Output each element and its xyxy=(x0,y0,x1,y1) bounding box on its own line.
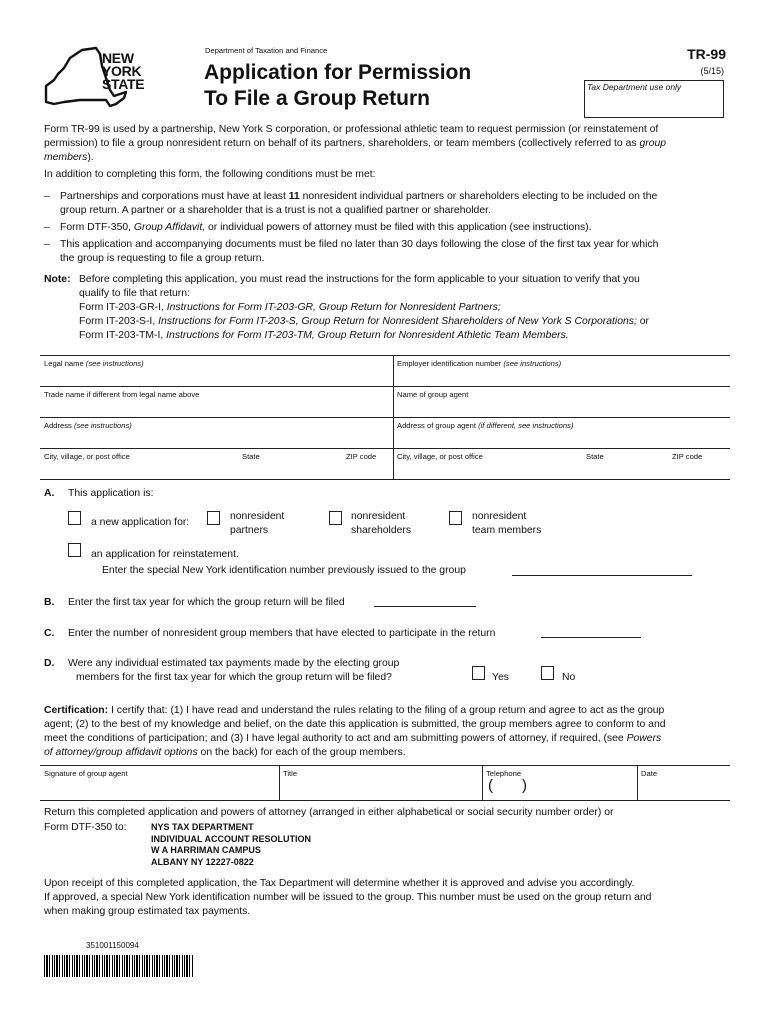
nys-logo xyxy=(40,44,150,110)
telephone-field[interactable]: Telephone ( ) xyxy=(486,769,527,794)
note-line2: qualify to file that return: xyxy=(79,288,190,299)
intro-p2: In addition to completing this form, the following conditions must be met: xyxy=(44,169,376,180)
first-tax-year-input[interactable] xyxy=(374,606,476,607)
legal-name-field[interactable]: Legal name (see instructions) xyxy=(44,359,144,368)
tax-dept-use-label: Tax Department use only xyxy=(587,82,682,92)
new-application-checkbox[interactable] xyxy=(68,511,81,525)
section-d-label: D. xyxy=(44,658,55,669)
reinstatement-label: an application for reinstatement. xyxy=(91,549,239,560)
form-id: TR-99 xyxy=(687,46,726,62)
agent-city-field[interactable]: City, village, or post office xyxy=(397,452,483,461)
ein-field[interactable]: Employer identification number (see instructions) xyxy=(397,359,562,368)
zip-field[interactable]: ZIP code xyxy=(346,452,377,461)
barcode-number: 351001150094 xyxy=(86,941,139,950)
intro-p1-line3: members). xyxy=(44,152,94,163)
section-b-text: Enter the first tax year for which the group return will be filed xyxy=(68,597,345,608)
certification-line2: agent; (2) to the best of my knowledge and belief, on the date this application is submitted, the group members agree to conform to and xyxy=(44,719,666,730)
shareholders-checkbox[interactable] xyxy=(329,511,342,525)
mailing-line2: Form DTF-350 to: xyxy=(44,822,127,833)
form-title-line1: Application for Permission xyxy=(204,61,472,84)
section-a-text: This application is: xyxy=(68,488,154,499)
note-line5: Form IT-203-TM-I, Instructions for Form IT-203-TM, Group Return for Nonresident Athletic Team Members. xyxy=(79,330,569,341)
logo-line2: YORK xyxy=(102,63,142,79)
date-field[interactable]: Date xyxy=(641,769,658,778)
mailing-address-3: W A HARRIMAN CAMPUS xyxy=(151,845,261,856)
certification-line4: of attorney/group affidavit options on the back) for each of the group members. xyxy=(44,747,406,758)
mailing-address-4: ALBANY NY 12227-0822 xyxy=(151,857,254,868)
intro-p1-line1: Form TR-99 is used by a partnership, New York S corporation, or professional athletic team to request permission (or reinstatement of xyxy=(44,124,659,135)
note-line3: Form IT-203-GR-I, Instructions for Form IT-203-GR, Group Return for Nonresident Partners; xyxy=(79,302,501,313)
agent-state-field[interactable]: State xyxy=(586,452,604,461)
note-line1: Before completing this application, you must read the instructions for the form applicable to your situation to verify that you xyxy=(79,274,640,285)
mailing-line1: Return this completed application and powers of attorney (arranged in either alphabetical or social security number order) or xyxy=(44,807,614,818)
section-c-text: Enter the number of nonresident group members that have elected to participate in the return xyxy=(68,628,496,639)
section-a-label: A. xyxy=(44,488,55,499)
note-line4: Form IT-203-S-I, Instructions for Form IT-203-S, Group Return for Nonresident Shareholders of New York S Corporations; or xyxy=(79,316,650,327)
certification-line1: Certification: I certify that: (1) I have read and understand the rules relating to the filing of a group return and agree to act as the group xyxy=(44,705,665,716)
yes-checkbox[interactable] xyxy=(472,666,485,680)
partners-label: nonresident partners xyxy=(230,511,285,536)
department-name: Department of Taxation and Finance xyxy=(205,46,328,55)
new-application-label: a new application for: xyxy=(91,517,190,528)
special-id-input[interactable] xyxy=(512,575,692,576)
no-label: No xyxy=(562,672,576,683)
closing-line1: Upon receipt of this completed application, the Tax Department will determine whether it is approved and advise you accordingly. xyxy=(44,878,635,889)
section-c-label: C. xyxy=(44,628,55,639)
intro-p1-line2: permission) to file a group nonresident return on behalf of its partners, shareholders, or team members (collectively referred to as group xyxy=(44,138,667,149)
closing-line2: If approved, a special New York identification number will be issued to the group. This number must be used on the group return and xyxy=(44,892,652,903)
closing-line3: when making group estimated tax payments. xyxy=(44,906,251,917)
state-field[interactable]: State xyxy=(242,452,260,461)
no-checkbox[interactable] xyxy=(541,666,554,680)
note-label: Note: xyxy=(44,274,71,285)
bullet-2: – Form DTF-350, Group Affidavit, or individual powers of attorney must be filed with this application (see instructions). xyxy=(44,222,592,233)
section-d-text: Were any individual estimated tax payments made by the electing group members for the first tax year for which the group return will be filed? xyxy=(68,658,400,683)
address-field[interactable]: Address (see instructions) xyxy=(44,421,132,430)
mailing-address-1: NYS TAX DEPARTMENT xyxy=(151,822,254,832)
mailing-address-2: INDIVIDUAL ACCOUNT RESOLUTION xyxy=(151,833,312,844)
certification-line3: meet the conditions of participation; and (3) I have legal authority to act and am submitting powers of attorney, if required, (see Powers xyxy=(44,733,662,744)
bullet-3: – This application and accompanying documents must be filed no later than 30 days following the close of the first tax year for which the group is requesting to file a group return. xyxy=(44,239,659,264)
form-revision: (5/15) xyxy=(700,66,724,76)
bullet-1: – Partnerships and corporations must have at least 11 nonresident individual partners or shareholders electing to be included on the group return. A partner or a shareholder that is a trust is not a qualified partner or shareholder. xyxy=(44,191,658,216)
shareholders-label: nonresident shareholders xyxy=(351,511,412,536)
member-count-input[interactable] xyxy=(541,637,641,638)
team-members-label: nonresident team members xyxy=(472,511,542,536)
team-members-checkbox[interactable] xyxy=(449,511,462,525)
reinstatement-checkbox[interactable] xyxy=(68,543,81,557)
title-field[interactable]: Title xyxy=(283,769,298,778)
yes-label: Yes xyxy=(492,672,509,683)
partners-checkbox[interactable] xyxy=(207,511,220,525)
agent-address-field[interactable]: Address of group agent (if different, see instructions) xyxy=(397,421,574,430)
tax-dept-use-box xyxy=(584,80,724,118)
signature-field[interactable]: Signature of group agent xyxy=(44,769,128,778)
trade-name-field[interactable]: Trade name if different from legal name above xyxy=(44,390,200,399)
logo-line3: STATE xyxy=(102,76,145,92)
group-agent-name-field[interactable]: Name of group agent xyxy=(397,390,469,399)
form-title-line2: To File a Group Return xyxy=(204,87,430,110)
logo-line1: NEW xyxy=(102,50,134,66)
agent-zip-field[interactable]: ZIP code xyxy=(672,452,703,461)
special-id-label: Enter the special New York identification number previously issued to the group xyxy=(102,565,466,576)
city-field[interactable]: City, village, or post office xyxy=(44,452,130,461)
barcode xyxy=(44,955,194,977)
section-b-label: B. xyxy=(44,597,55,608)
